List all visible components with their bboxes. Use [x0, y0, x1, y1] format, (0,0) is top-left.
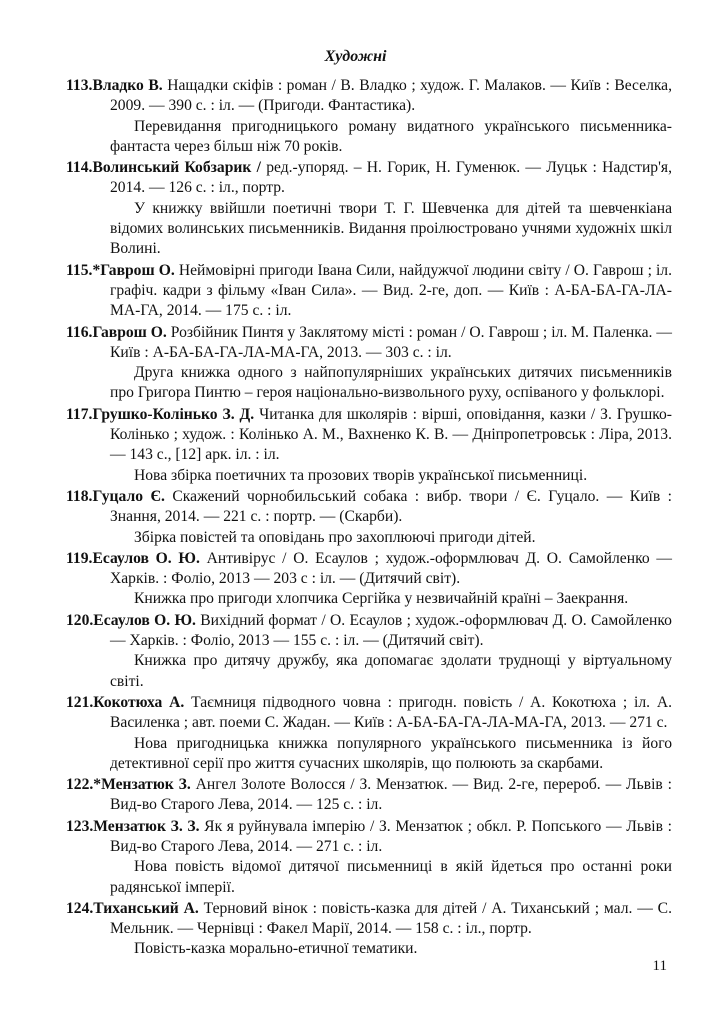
- section-title: Художні: [324, 48, 387, 65]
- entry-text: Неймовірні пригоди Івана Сили, найдужчої людини світу / О. Гаврош ; іл. графіч. кадри з фільму «Іван Сила». — Вид. 2-ге, доп. — Київ : А-БА-БА-ГА-ЛА-МА-ГА, 2014. — 175 с. : іл.: [110, 261, 672, 320]
- entry-author: Гуцало Є.: [92, 487, 165, 505]
- entry-text: Як я руйнувала імперію / З. Мензатюк ; обкл. Р. Попського — Львів : Вид-во Старого Лева, 2014. — 271 с. : іл.: [110, 817, 672, 855]
- entry-annotation: Книжка про дитячу дружбу, яка допомагає здолати труднощі у віртуальному світі.: [110, 652, 672, 690]
- bibliography-entry: [66, 775, 672, 816]
- entry-citation: [66, 158, 672, 199]
- bibliography-entry: [66, 261, 672, 322]
- entry-citation: [66, 405, 672, 466]
- entry-author: Владко В.: [92, 77, 163, 94]
- entry-annotation: Книжка про пригоди хлопчика Сергійка у незвичайній країні – Заекрання.: [134, 590, 629, 608]
- entry-number: 119.: [66, 549, 93, 567]
- entry-text: Антивірус / О. Есаулов ; худож.-оформлювач Д. О. Самойленко — Харків. : Фоліо, 2013 — 203 с : іл. — (Дитячий світ).: [110, 549, 672, 588]
- entry-text: Читанка для школярів : вірші, оповідання, казки / З. Грушко-Колінько ; худож. : Колінько А. М., Вахненко К. В. — Дніпропетровськ : Ліра, 2013. — 143 с., [12] арк. іл. : іл.: [110, 405, 673, 464]
- entry-citation: [66, 817, 672, 858]
- entry-author: Мензатюк З. З.: [93, 817, 200, 835]
- entry-citation: [66, 693, 672, 734]
- entry-number: 123.: [66, 817, 94, 835]
- entry-citation: [66, 76, 672, 117]
- bibliography-entry: [66, 323, 672, 404]
- entry-annotation: Нова повість відомої дитячої письменниці в якій йдеться про останні роки радянської імперії.: [110, 858, 672, 896]
- bibliography-entry: [66, 405, 672, 486]
- entry-annotation: Нова пригодницька книжка популярного українського письменника із його детективної серії про життя сучасних школярів, що полюють за скарбами.: [110, 734, 672, 772]
- entry-annotation: У книжку ввійшли поетичні твори Т. Г. Шевченка для дітей та шевченкіана відомих волинських письменників. Видання проілюстровано учнями художніх шкіл Волині.: [110, 199, 672, 258]
- entry-annotation: Збірка повістей та оповідань про захоплюючі пригоди дітей.: [134, 528, 536, 546]
- entry-author: Гаврош О.: [92, 323, 167, 341]
- entry-text: Вихідний формат / О. Есаулов ; худож.-оформлювач Д. О. Самойленко — Харків. : Фоліо, 2013 — 155 с. : іл. — (Дитячий світ).: [110, 611, 672, 650]
- entry-text: Розбійник Пинтя у Заклятому місті : роман / О. Гаврош ; іл. М. Паленка. — Київ : А-БА-БА-ГА-ЛА-МА-ГА, 2013. — 303 с. : іл.: [110, 323, 672, 361]
- entry-text: Терновий вінок : повість-казка для дітей / А. Тиханський ; мал. — С. Мельник. — Чернівці : Факел Марії, 2014. — 158 с. : іл., портр.: [110, 899, 672, 938]
- entry-author: Кокотюха А.: [93, 693, 185, 711]
- entry-text: ред.-упоряд. – Н. Горик, Н. Гуменюк. — Луцьк : Надстир'я, 2014. — 126 с. : іл., портр.: [110, 159, 672, 197]
- entry-annotation: Повість-казка морально-етичної тематики.: [134, 940, 418, 958]
- entry-number: 114.: [66, 159, 93, 177]
- entry-annotation: Друга книжка одного з найпопулярніших українських дитячих письменників про Григора Пинтю – героя національно-визвольного руху, оспіваного у фольклорі.: [110, 364, 672, 402]
- bibliography-list: [66, 76, 672, 961]
- entry-annotation: Перевидання пригодницького роману видатного українського письменника-фантаста через більш ніж 70 років.: [110, 117, 672, 155]
- entry-citation: [66, 611, 672, 652]
- bibliography-entry: [66, 158, 672, 259]
- entry-text: Скажений чорнобильський собака : вибр. твори / Є. Гуцало. — Київ : Знання, 2014. — 221 с. : портр. — (Скарби).: [110, 487, 673, 526]
- entry-author: Есаулов О. Ю.: [93, 611, 196, 629]
- entry-number: 118.: [66, 487, 93, 505]
- entry-author: Грушко-Колінько З. Д.: [92, 405, 255, 423]
- bibliography-entry: [66, 693, 672, 774]
- entry-number: 120.: [66, 611, 94, 629]
- entry-citation: [66, 549, 672, 590]
- entry-number: 115.: [66, 261, 93, 279]
- entry-annotation: Нова збірка поетичних та прозових творів української письменниці.: [134, 466, 588, 484]
- entry-author: *Гаврош О.: [92, 261, 175, 279]
- entry-citation: [66, 323, 672, 364]
- entry-number: 116.: [66, 323, 93, 341]
- entry-author: *Мензатюк З.: [93, 776, 191, 794]
- entry-citation: [66, 775, 672, 816]
- bibliography-entry: [66, 817, 672, 898]
- bibliography-entry: [66, 76, 672, 157]
- entry-citation: [66, 487, 672, 528]
- entry-number: 122.: [66, 776, 94, 794]
- entry-number: 121.: [66, 693, 94, 711]
- page-number: 11: [652, 958, 667, 974]
- entry-author: Есаулов О. Ю.: [92, 549, 200, 567]
- entry-author: Волинський Кобзарик /: [92, 159, 261, 177]
- entry-number: 117.: [66, 405, 93, 423]
- entry-citation: [66, 261, 672, 322]
- entry-text: Нащадки скіфів : роман / В. Владко ; худож. Г. Малаков. — Київ : Веселка, 2009. — 390 с. : іл. — (Пригоди. Фантастика).: [110, 77, 673, 115]
- bibliography-entry: [66, 611, 672, 692]
- bibliography-entry: [66, 487, 672, 548]
- entry-number: 113.: [66, 77, 93, 94]
- entry-text: Таємниця підводного човна : пригодн. повість / А. Кокотюха ; іл. А. Василенка ; авт. поеми С. Жадан. — Київ : А-БА-БА-ГА-ЛА-МА-ГА, 2013. — 271 с.: [110, 693, 672, 732]
- bibliography-entry: [66, 899, 672, 960]
- entry-number: 124.: [66, 899, 94, 917]
- entry-text: Ангел Золоте Волосся / З. Мензатюк. — Вид. 2-ге, перероб. — Львів : Вид-во Старого Лева, 2014. — 125 с. : іл.: [110, 776, 673, 814]
- bibliography-entry: [66, 549, 672, 610]
- entry-author: Тиханський А.: [93, 899, 199, 917]
- entry-citation: [66, 899, 672, 940]
